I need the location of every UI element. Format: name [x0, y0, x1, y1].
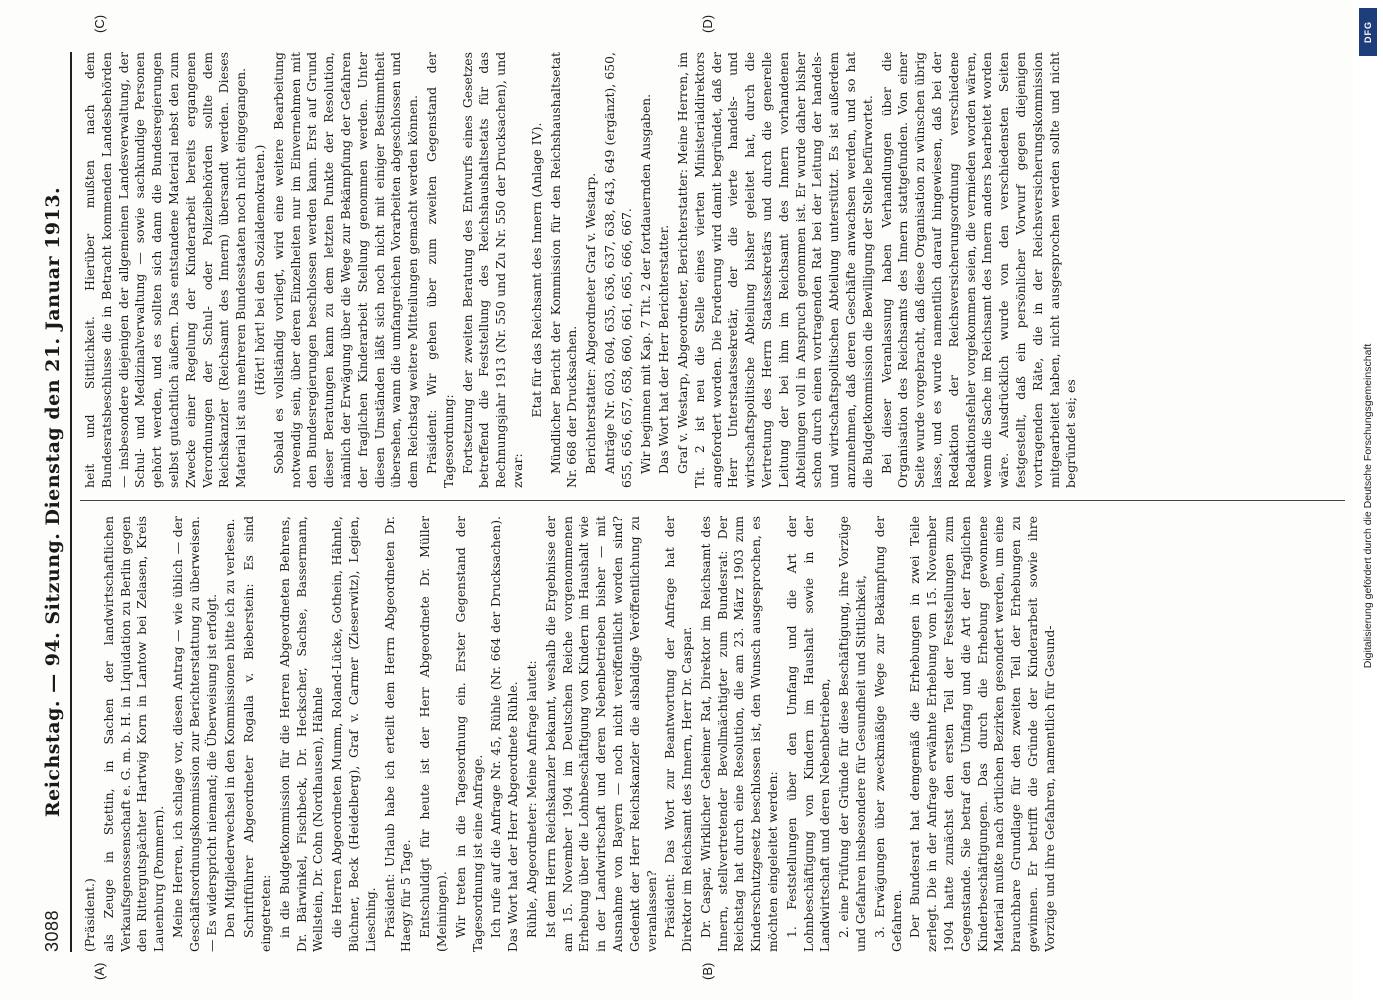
paragraph: die Herren Abgeordneten Mumm, Roland-Lücke, Gothein, Hähnle, Büchner, Beck (Heidelberg), Graf v. Carmer (Zieserwitz), Legien, Liesching.: [329, 516, 378, 952]
paragraph: Ich rufe auf die Anfrage Nr. 45, Rühle (Nr. 664 der Drucksachen). Das Wort hat der Herr Abgeordnete Rühle.: [488, 516, 521, 952]
digitization-sidebar: [1353, 0, 1383, 1000]
dfg-logo: DFG: [1359, 8, 1377, 56]
paragraph: Bei dieser Veranlassung haben Verhandlungen über die Organisation des Reichsamts des Innern stattgefunden. Von einer Seite wurde vorgebracht, daß diese Organisation zu wünschen übrig lasse, und es wurde namentlich darauf hingewiesen, daß bei der Redaktion der Reichsversicherungsordnung verschiedene Redaktionsfehler vorgekommen seien, die vermieden worden wären, wenn die Sache im Reichsamt des Innern anders bearbeitet worden wäre. Ausdrücklich wurde von den verschiedensten Seiten festgestellt, daß ein persönlicher Vorwurf gegen diejenigen vortragenden Räte, die in der Reichsversicherungskommission mitgearbeitet haben, nicht ausgesprochen werden sollte und nicht begründet sei; es: [878, 52, 1079, 488]
paragraph: Graf v. Westarp, Abgeordneter, Berichterstatter: Meine Herren, im Tit. 2 ist neu die Stelle eines vierten Ministerialdirektors angefordert worden. Die Forderung wird damit begründet, daß der Herr Unterstaatssekretär, der die vierte handels- und wirtschaftspolitische Abteilung bisher geleitet hat, durch die Vertretung des Herrn Staatssekretärs und durch die generelle Leitung der bei ihm im Reichsamt des Innern vorhandenen Abteilungen voll in Anspruch genommen ist. Er wurde daher bisher schon durch einen vortragenden Rat bei der Leitung der handels- und wirtschaftspolitischen Abteilung unterstützt. Es ist außerdem anzunehmen, daß deren Geschäfte anwachsen werden, und so hat die Budgetkommission die Bewilligung der Stelle befürwortet.: [675, 52, 875, 488]
page-number: 3088: [42, 909, 62, 952]
list-item: 3. Erwägungen über zweckmäßige Wege zur Bekämpfung der Gefahren.: [871, 516, 904, 952]
margin-marker-b: (B): [700, 962, 715, 980]
paragraph: Wir treten in die Tagesordnung ein. Erster Gegenstand der Tagesordnung ist eine Anfrage.: [452, 516, 485, 952]
paragraph: Dr. Caspar, Wirklicher Geheimer Rat, Direktor im Reichsamt des Innern, stellvertretender Bevollmächtigter zum Bundesrat: Der Reichstag hat durch eine Resolution, die am 23. März 1903 zum Kinderschutzgesetz beschlossen ist, den Wunsch ausgesprochen, es möchten eingeleitet werden:: [697, 516, 781, 952]
paragraph: Präsident: Wir gehen über zum zweiten Gegenstand der Tagesordnung:: [423, 52, 456, 488]
column-divider: [80, 500, 1345, 501]
paragraph: Wir beginnen mit Kap. 7 Tit. 2 der fortdauernden Ausgaben.: [637, 93, 653, 474]
paragraph: Ist dem Herrn Reichskanzler bekannt, weshalb die Ergebnisse der am 15. November 1904 im Deutschen Reiche vorgenommenen Erhebung über die Lohnbeschäftigung von Kindern im Haushalt wie in der Landwirtschaft und deren Nebenbetrieben bisher — mit Ausnahme von Bayern — noch nicht veröffentlicht worden sind? Gedenkt der Herr Reichskanzler die alsbaldige Veröffentlichung zu veranlassen?: [542, 516, 659, 952]
paragraph: Rühle, Abgeordneter: Meine Anfrage lautet:: [523, 660, 539, 938]
interjection: (Hört! hört! bei den Sozialdemokraten.): [251, 144, 267, 396]
list-item: 2. eine Prüfung der Gründe für diese Beschäftigung, ihre Vorzüge und Gefahren insbesondere für Gesundheit und Sittlichkeit,: [836, 516, 869, 952]
digitization-credit: Digitalisierung gefördert durch die Deutsche Forschungsgemeinschaft: [1362, 343, 1374, 669]
paragraph: Meine Herren, ich schlage vor, diesen Antrag — wie üblich — der Geschäftsordnungskommission zur Berichterstattung zu überweisen. — Es widerspricht niemand; die Überweisung ist erfolgt.: [169, 516, 219, 952]
page-title: Reichstag. — 94. Sitzung. Dienstag den 21. Januar 1913.: [42, 186, 64, 818]
paragraph: Anträge Nr. 603, 604, 635, 636, 637, 638, 643, 649 (ergänzt), 650, 655, 656, 657, 658, 660, 661, 665, 666, 667.: [601, 52, 634, 488]
right-column: [82, 52, 1342, 488]
paragraph: Präsident: Das Wort zur Beantwortung der Anfrage hat der Direktor im Reichsamt des Innern, Herr Dr. Caspar.: [662, 516, 695, 952]
paragraph: Das Wort hat der Herr Berichterstatter.: [656, 224, 672, 474]
margin-marker-a: (A): [92, 962, 107, 980]
agenda-item: Fortsetzung der zweiten Beratung des Entwurfs eines Gesetzes betreffend die Feststellung des Reichshaushaltsetats für das Rechnungsjahr 1913 (Nr. 550 und Zu Nr. 550 der Drucksachen), und zwar:: [459, 52, 525, 488]
margin-marker-c: (C): [92, 14, 107, 33]
paragraph: Schriftführer Abgeordneter Rogalla v. Bieberstein: Es sind eingetreten:: [241, 516, 273, 952]
list-item: 1. Feststellungen über den Umfang und die Art der Lohnbeschäftigung von Kindern im Haushalt sowie in der Landwirtschaft und deren Nebenbetrieben,: [783, 516, 833, 952]
paragraph: Entschuldigt für heute ist der Herr Abgeordnete Dr. Müller (Meiningen).: [417, 516, 449, 952]
page-header: [40, 52, 72, 952]
paragraph: Mündlicher Bericht der Kommission für den Reichshaushaltsetat Nr. 668 der Drucksachen.: [547, 52, 580, 488]
paragraph: in die Budgetkommission für die Herren Abgeordneten Behrens, Dr. Bärwinkel, Fischbeck, Dr. Heckscher, Sachse, Bassermann, Wellstein, Dr. Cohn (Nordhausen), Hähnle: [276, 516, 326, 952]
agenda-item: Etat für das Reichsamt des Innern (Anlage IV).: [528, 122, 544, 418]
paragraph: Sobald es vollständig vorliegt, wird eine weitere Bearbeitung notwendig sein, über deren Einzelheiten nur im Einvernehmen mit den Bundesregierungen beschlossen werden kann. Erst auf Grund dieser Beratungen kann zu dem letzten Punkte der Resolution, nämlich der Erwägung über die Wege zur Bekämpfung der Gefahren der fraglichen Kinderarbeit Stellung genommen werden. Unter diesen Umständen läßt sich noch nicht mit einiger Bestimmtheit übersehen, wann die umfangreichen Vorarbeiten abgeschlossen und dem Reichstag weitere Mitteilungen gemacht werden können.: [270, 52, 421, 488]
paragraph: als Zeuge in Stettin, in Sachen der landwirtschaftlichen Verkaufsgenossenschaft e. G. m. b. H. in Liquidation zu Berlin gegen den Rittergutspächter Hartwig Korn in Lantow bei Zelasen, Kreis Lauenburg (Pommern).: [100, 516, 167, 952]
paragraph: Präsident: Urlaub habe ich erteilt dem Herrn Abgeordneten Dr. Haegy für 5 Tage.: [381, 516, 414, 952]
paragraph: Berichterstatter: Abgeordneter Graf v. Westarp.: [583, 172, 599, 474]
paragraph: Der Bundesrat hat demgemäß die Erhebungen in zwei Teile zerlegt. Die in der Anfrage erwähnte Erhebung vom 15. November 1904 hatte zunächst den ersten Teil der Feststellungen zum Gegenstande. Sie betraf den Umfang und die Art der fraglichen Kinderbeschäftigungen. Das durch die Erhebung gewonnene Material mußte nach örtlichen Bezirken gesondert werden, um eine brauchbare Grundlage für den zweiten Teil der Erhebungen zu gewinnen. Er betrifft die Gründe der Kinderarbeit sowie ihre Vorzüge und ihre Gefahren, namentlich für Gesund-: [907, 516, 1057, 952]
left-column: [82, 516, 1342, 952]
paragraph: (Präsident.): [82, 878, 97, 952]
paragraph: Den Mitgliederwechsel in den Kommissionen bitte ich zu verlesen.: [222, 518, 238, 938]
paragraph: heit und Sittlichkeit. Hierüber mußten nach dem Bundesratsbeschlusse die in Betracht kommenden Landesbehörden — insbesondere diejenigen der allgemeinen Landesverwaltung, der Schul- und Medizinalverwaltung — sowie sachkundige Personen gehört werden, und es sollten sich dann die Bundesregierungen selbst gutachtlich äußern. Das entstandene Material nebst den zum Zwecke einer Regelung der Kinderarbeit bereits ergangenen Verordnungen der Schul- oder Polizeibehörden sollte dem Reichskanzler (Reichsamt des Innern) übersandt werden. Dieses Material ist aus mehreren Bundesstaaten noch nicht eingegangen.: [82, 52, 249, 488]
margin-marker-d: (D): [700, 14, 715, 33]
